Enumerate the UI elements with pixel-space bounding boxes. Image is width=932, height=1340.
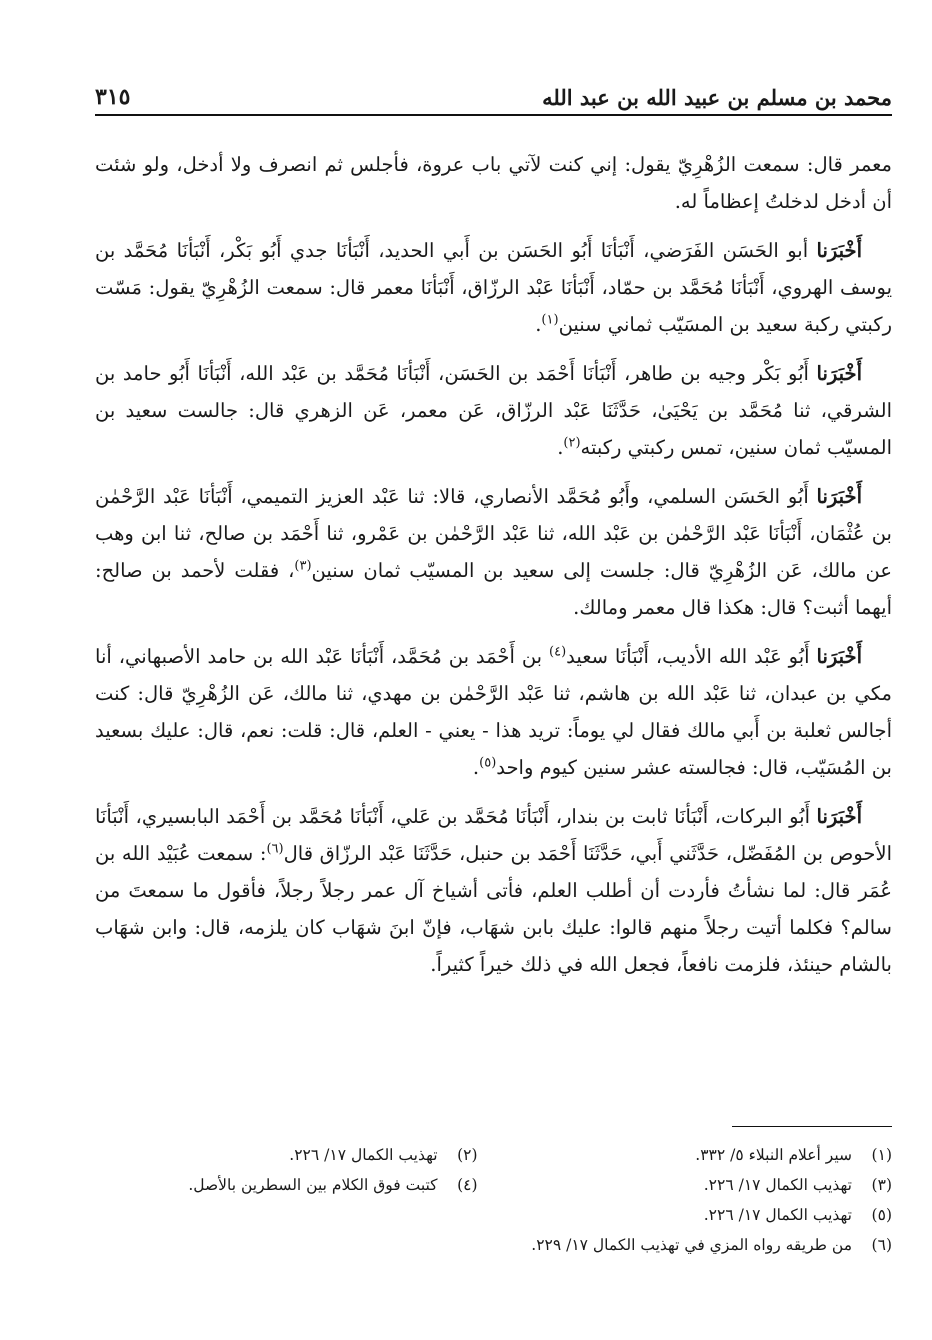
paragraph — [95, 146, 892, 220]
footnote-text: تهذيب الكمال ١٧/ ٢٢٦. — [289, 1146, 438, 1164]
footnote-column — [478, 1146, 892, 1164]
paragraph — [95, 478, 892, 626]
footnote-row — [95, 1140, 892, 1170]
narration-lead: أَخْبَرَنا — [816, 485, 862, 508]
paragraph-text: ، فقلت لأحمد بن صالح: أيهما أثبت؟ قال: هكذا قال معمر ومالك. — [95, 559, 892, 619]
footnote-column — [478, 1206, 892, 1224]
narration-lead: أَخْبَرَنا — [816, 239, 862, 262]
paragraph-text: بن أَحْمَد بن مُحَمَّد، أَنْبَأنَا عَبْد الله بن حامد الأصبهاني، أنا مكي بن عبدان، ثنا عَبْد الله بن هاشم، ثنا عَبْد الرَّحْمٰن بن مهدي، ثنا مالك، عَن الزُهْرِيّ قال: كنت أجالس ثعلبة بن أَبي مالك فقال لي يوماً: تريد هذا - يعني - العلم، قال: قلت: نعم، قال: عليك بسعيد بن المُسَيّب، قال: فجالسته عشر سنين كيوم واحد — [95, 645, 892, 779]
paragraph — [95, 355, 892, 466]
footnote-number: (٣) — [871, 1176, 892, 1194]
header-rule — [95, 114, 892, 116]
paragraph — [95, 638, 892, 786]
running-head: محمد بن مسلم بن عبيد الله بن عبد الله — [542, 85, 892, 110]
paragraph — [95, 232, 892, 343]
footnote-column — [478, 1176, 892, 1194]
paragraph-text: . — [557, 436, 564, 459]
footnote-column — [95, 1146, 478, 1164]
footnote-ref: (٣) — [294, 558, 312, 574]
main-text — [95, 146, 892, 995]
footnote-number: (٤) — [457, 1176, 478, 1194]
footnote-text: من طريقه رواه المزي في تهذيب الكمال ١٧/ ٢٢٩. — [531, 1236, 852, 1254]
footnote-row — [95, 1200, 892, 1230]
narration-lead: أَخْبَرَنا — [816, 645, 862, 668]
footnote-column — [95, 1176, 478, 1194]
footnote-number: (٥) — [871, 1206, 892, 1224]
paragraph — [95, 798, 892, 983]
paragraph-text: أبو الحَسَن الفَرَضي، أَنْبَأنَا أَبُو الحَسَن بن أَبي الحديد، أَنْبَأنَا جدي أَبُو بَكْر، أَنْبَأنَا مُحَمَّد بن يوسف الهروي، أَنْبَأنَا مُحَمَّد بن حمّاد، أَنْبَأنَا عَبْد الرزّاق، أَنْبَأنَا معمر قال: سمعت الزُهْرِيّ يقول: مَسّت ركبتي ركبة سعيد بن المسَيّب ثماني سنين — [95, 239, 892, 336]
paragraph-text: أَبُو البركات، أَنْبَأنَا ثابت بن بندار، أَنْبَأنَا مُحَمَّد بن عَلي، أَنْبَأنَا مُحَمَّد بن أَحْمَد البابسيري، أَنْبَأنَا الأحوص بن المُفَضّل، حَدَّثَني أَبي، حَدَّثَنَا أَحْمَد بن حنبل، حَدَّثَنَا عَبْد الرزّاق قال — [95, 805, 892, 865]
footnote-row — [95, 1170, 892, 1200]
paragraph-text: أَبُو الحَسَن السلمي، وأَبُو مُحَمَّد الأنصاري، قالا: ثنا عَبْد العزيز التميمي، أَنْبَأنَا عَبْد الرَّحْمٰن بن عُثْمَان، أَنْبَأنَا عَبْد الرَّحْمٰن بن عَبْد الله، ثنا عَبْد الرَّحْمٰن بن عَمْرو، ثنا أَحْمَد بن صالح، ثنا ابن وهب عن مالك، عَن الزُهْرِيّ قال: جلست إلى سعيد بن المسيّب ثمان سنين — [95, 485, 892, 582]
footnote-text: كتبت فوق الكلام بين السطرين بالأصل. — [188, 1176, 438, 1194]
footnote-ref: (٢) — [563, 435, 581, 451]
footnote-number: (٢) — [457, 1146, 478, 1164]
footnote-row — [95, 1230, 892, 1260]
narration-lead: أَخْبَرَنا — [816, 362, 862, 385]
paragraph-text: : سمعت عُبَيْد الله بن عُمَر قال: لما نشأتُ فأردت أن أطلب العلم، فأتى أشياخ آل عمر رجلاً رجلاً، فأقول ما سمعتَ من سالم؟ فكلما أتيت رجلاً منهم قالوا: عليك بابن شهَاب، فإنّ ابنَ شهَاب كان يلزمه، قال: وابن شهَاب بالشام حينئذ، فلزمت نافعاً، فجعل الله في ذلك خيراً كثيراً. — [95, 842, 892, 976]
footnote-ref: (١) — [541, 312, 559, 328]
footnote-ref: (٤) — [549, 644, 567, 660]
footnote-text: سير أعلام النبلاء ٥/ ٣٣٢. — [695, 1146, 852, 1164]
footnote-number: (١) — [871, 1146, 892, 1164]
page-number: ٣١٥ — [95, 84, 131, 110]
footnote-rule — [732, 1126, 892, 1127]
footnote-ref: (٦) — [266, 841, 284, 857]
footnote-number: (٦) — [871, 1236, 892, 1254]
paragraph-text: . — [472, 756, 480, 779]
footnote-column — [478, 1236, 892, 1254]
paragraph-text: أَبُو بَكْر وجيه بن طاهر، أَنْبَأنَا أَحْمَد بن الحَسَن، أَنْبَأنَا مُحَمَّد بن عَبْد الله، أَنْبَأنَا أَبُو حامد بن الشرقي، ثنا مُحَمَّد بن يَحْيَىٰ، حَدَّثَنَا عَبْد الرزّاق، عَن معمر، عَن الزهري قال: جالست سعيد بن المسيّب ثمان سنين، تمس ركبتي ركبته — [95, 362, 892, 459]
footnote-ref: (٥) — [479, 755, 497, 771]
paragraph-text: أَبُو عَبْد الله الأديب، أَنْبَأنَا سعيد — [566, 645, 817, 668]
page-header — [95, 70, 892, 110]
paragraph-text: معمر قال: سمعت الزُهْرِيّ يقول: إني كنت لآتي باب عروة، فأجلس ثم انصرف ولا أدخل، ولو شئت أن أدخل لدخلتُ إعظاماً له. — [95, 153, 892, 213]
footnote-text: تهذيب الكمال ١٧/ ٢٢٦. — [703, 1206, 852, 1224]
paragraph-text: . — [535, 313, 542, 336]
footnotes — [95, 1140, 892, 1260]
footnote-text: تهذيب الكمال ١٧/ ٢٢٦. — [703, 1176, 852, 1194]
narration-lead: أَخْبَرَنا — [816, 805, 862, 828]
